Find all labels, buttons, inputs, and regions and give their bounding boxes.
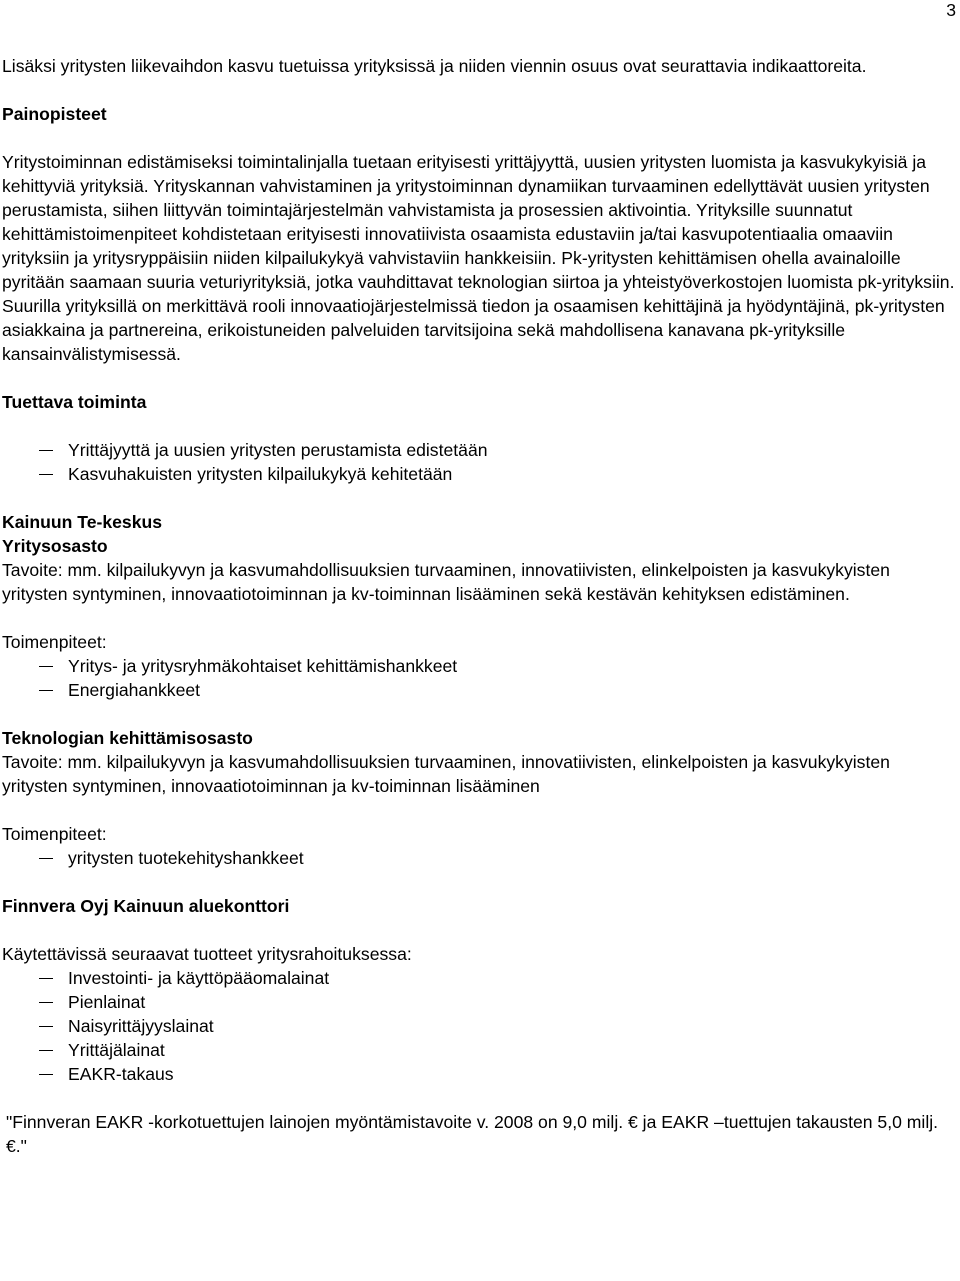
finnvera-products-list — [2, 966, 958, 1086]
intro-paragraph: Lisäksi yritysten liikevaihdon kasvu tuetuissa yrityksissä ja niiden viennin osuus ovat seurattavia indikaattoreita. — [2, 56, 867, 76]
list-item: yritysten tuotekehityshankkeet — [2, 846, 958, 870]
teknologia-toimenpiteet-label: Toimenpiteet: — [2, 824, 107, 844]
list-item: Yrittäjyyttä ja uusien yritysten perustamista edistetään — [2, 438, 958, 462]
kainuu-toimenpiteet-label: Toimenpiteet: — [2, 632, 107, 652]
tuettava-list — [2, 438, 958, 486]
list-item: Energiahankkeet — [2, 678, 958, 702]
list-item: Kasvuhakuisten yritysten kilpailukykyä kehitetään — [2, 462, 958, 486]
list-item: Investointi- ja käyttöpääomalainat — [2, 966, 958, 990]
kainuu-heading: Kainuun Te-keskus — [2, 512, 163, 532]
page-number: 3 — [946, 0, 956, 20]
teknologia-heading: Teknologian kehittämisosasto — [2, 728, 253, 748]
yritysosasto-heading: Yritysosasto — [2, 536, 108, 556]
teknologia-toimenpiteet-list — [2, 846, 958, 870]
list-item: EAKR-takaus — [2, 1062, 958, 1086]
kainuu-toimenpiteet-list — [2, 654, 958, 702]
painopisteet-paragraph: Yritystoiminnan edistämiseksi toimintalinjalla tuetaan erityisesti yrittäjyyttä, uusien yritysten luomista ja kasvukykyisiä ja kehittyviä yrityksiä. Yrityskannan vahvistaminen ja yritystoiminnan dynamiikan turvaaminen edellyttävät uusien yritysten perustamista, siihen liittyvän toimintajärjestelmän vahvistamista ja prosessien aktivointia. Yrityksille suunnatut kehittämistoimenpiteet kohdistetaan erityisesti innovatiivista osaamista edustaviin ja/tai kasvupotentiaalia omaaviin yrityksiin ja yritysryppäisiin niiden kilpailukykyä vahvistaviin hankkeisiin. Pk-yritysten kehittämisen ohella avainaloille pyritään saamaan suuria veturiyrityksiä, jotka vauhdittavat teknologian siirtoa ja yhteistyöverkostojen luomista pk-yrityksiin. Suurilla yrityksillä on merkittävä rooli innovaatiojärjestelmissä tiedon ja osaamisen kehittäjinä ja hyödyntäjinä, pk-yritysten asiakkaina ja partnereina, erikoistuneiden palveluiden tarvitsijoina sekä mahdollisena kanavana pk-yrityksille kansainvälistymisessä. — [2, 152, 955, 364]
tuettava-heading: Tuettava toiminta — [2, 392, 147, 412]
list-item: Yrittäjälainat — [2, 1038, 958, 1062]
list-item: Pienlainat — [2, 990, 958, 1014]
list-item: Naisyrittäjyyslainat — [2, 1014, 958, 1038]
finnvera-intro: Käytettävissä seuraavat tuotteet yritysrahoituksessa: — [2, 944, 412, 964]
document-content — [2, 54, 958, 1158]
finnvera-heading: Finnvera Oyj Kainuun aluekonttori — [2, 896, 290, 916]
teknologia-tavoite: Tavoite: mm. kilpailukyvyn ja kasvumahdollisuuksien turvaaminen, innovatiivisten, elinkelpoisten ja kasvukykyisten yritysten syntyminen, innovaatiotoiminnan ja kv-toiminnan lisääminen — [2, 752, 890, 796]
list-item: Yritys- ja yritysryhmäkohtaiset kehittämishankkeet — [2, 654, 958, 678]
finnvera-target-quote: "Finnveran EAKR -korkotuettujen lainojen myöntämistavoite v. 2008 on 9,0 milj. € ja EAKR –tuettujen takausten 5,0 milj. €." — [6, 1112, 939, 1156]
painopisteet-heading: Painopisteet — [2, 104, 107, 124]
kainuu-tavoite: Tavoite: mm. kilpailukyvyn ja kasvumahdollisuuksien turvaaminen, innovatiivisten, elinkelpoisten ja kasvukykyisten yritysten syntyminen, innovaatiotoiminnan ja kv-toiminnan lisääminen sekä kestävän kehityksen edistäminen. — [2, 560, 890, 604]
